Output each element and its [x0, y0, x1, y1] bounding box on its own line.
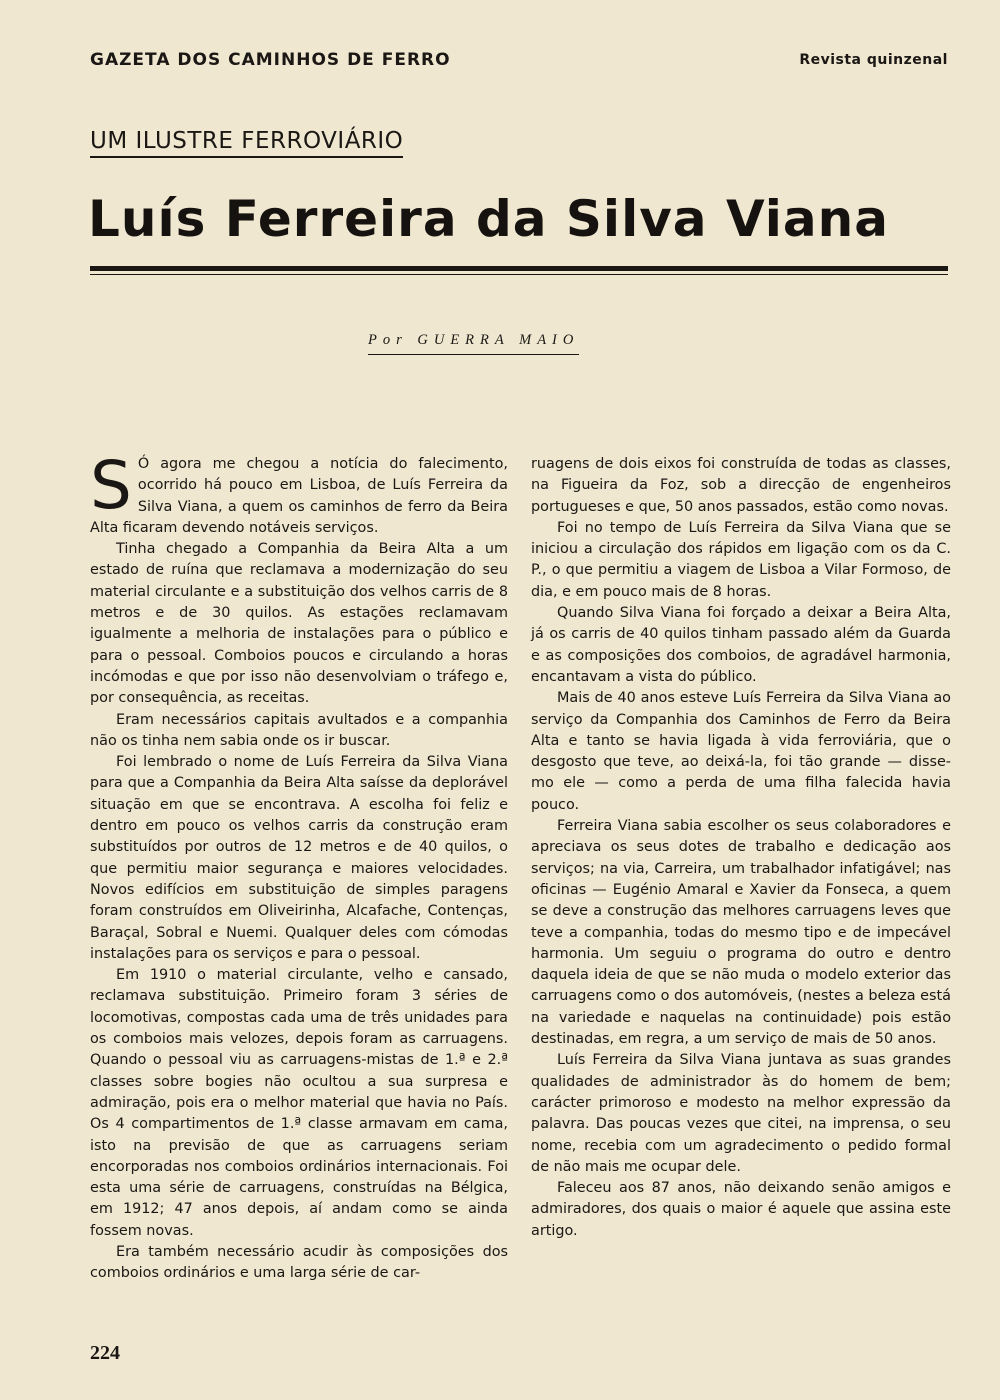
- paragraph: Em 1910 o material circulante, velho e cansado, reclamava substituição. Primeiro foram 3 séries de locomotivas, compostas cada uma de três unidades para os comboios mais velozes, depois foram as carruagens. Quando o pessoal viu as carruagens-mistas de 1.ª e 2.ª classes sobre bogies não ocultou a sua surpresa e admiração, pois era o melhor material que havia no País. Os 4 compartimentos de 1.ª classe armavam em cama, isto na previsão de que as carruagens seriam encorporadas nos comboios ordinários internacionais. Foi esta uma série de carruagens, construídas na Bélgica, em 1912; 47 anos depois, aí andam como se ainda fossem novas.: [90, 967, 508, 1239]
- paragraph: Foi lembrado o nome de Luís Ferreira da Silva Viana para que a Companhia da Beira Alta saísse da deplorável situação em que se encontrava. A escolha foi feliz e dentro em pouco os velhos carris da construção eram substituídos por outros de 12 metros e de 40 quilos, o que permitiu maior segurança e maiores velocidades. Novos edifícios em substituição de simples paragens foram construídos em Oliveirinha, Alcafache, Contenças, Baraçal, Sobral e Nuemi. Qualquer deles com cómodas instalações para os serviços e para o pessoal.: [90, 754, 508, 962]
- publication-frequency: Revista quinzenal: [799, 52, 948, 68]
- page-number: 224: [90, 1342, 120, 1364]
- paragraph: Ó agora me chegou a notícia do falecimento, ocorrido há pouco em Lisboa, de Luís Ferreira da Silva Viana, a quem os caminhos de ferro da Beira Alta ficaram devendo notáveis serviços.: [90, 456, 508, 536]
- paragraph: Mais de 40 anos esteve Luís Ferreira da Silva Viana ao serviço da Companhia dos Caminhos de Ferro da Beira Alta e tanto se havia ligada à vida ferroviária, que o desgosto que teve, ao deixá-la, foi tão grande — disse-mo ele — como a perda de uma filha falecida havia pouco.: [531, 690, 951, 813]
- paragraph: Era também necessário acudir às composições dos comboios ordinários e uma larga série de car-: [90, 1243, 508, 1282]
- title-rule-thin: [90, 274, 948, 275]
- publication-name: GAZETA DOS CAMINHOS DE FERRO: [90, 50, 451, 70]
- article-column-right: [531, 454, 951, 1242]
- paragraph: Foi no tempo de Luís Ferreira da Silva Viana que se iniciou a circulação dos rápidos em ligação com os da C. P., o que permitiu a viagem de Lisboa a Vilar Formoso, de dia, e em pouco mais de 8 horas.: [531, 519, 951, 600]
- drop-cap: S: [90, 447, 132, 524]
- article-kicker: UM ILUSTRE FERROVIÁRIO: [90, 128, 403, 158]
- running-head: [90, 50, 948, 74]
- paragraph: Tinha chegado a Companhia da Beira Alta a um estado de ruína que reclamava a modernização do seu material circulante e a substituição dos velhos carris de 8 metros e de 30 quilos. As estações reclamavam igualmente a melhoria de instalações para o público e para o pessoal. Comboios poucos e circulando a horas incómodas e que por isso não desenvolviam o tráfego e, por consequência, as receitas.: [90, 541, 508, 707]
- paragraph: Ferreira Viana sabia escolher os seus colaboradores e apreciava os seus dotes de trabalho e dedicação aos serviços; na via, Carreira, um trabalhador infatigável; nas oficinas — Eugénio Amaral e Xavier da Fonseca, a quem se deve a construção das melhores carruagens leves que teve a companhia, todas do mesmo tipo e de impecável harmonia. Um seguiu o programa do outro e dentro daquela ideia de que se não muda o modelo exterior das carruagens como o dos automóveis, (nestes a beleza está na variedade e naquelas na continuidade) pois estão destinadas, em regra, a um serviço de mais de 50 anos.: [531, 818, 951, 1048]
- title-rule-thick: [90, 266, 948, 271]
- paragraph: Quando Silva Viana foi forçado a deixar a Beira Alta, já os carris de 40 quilos tinham passado além da Guarda e as composições dos comboios, de agradável harmonia, encantavam a vista do público.: [531, 605, 951, 685]
- paragraph: Luís Ferreira da Silva Viana juntava as suas grandes qualidades de administrador às do homem de bem; carácter primoroso e modesto na melhor expressão da palavra. Das poucas vezes que citei, na imprensa, o seu nome, recebia com um agradecimento o pedido formal de não mais me ocupar dele.: [531, 1052, 951, 1175]
- paragraph: Eram necessários capitais avultados e a companhia não os tinha nem sabia onde os ir buscar.: [90, 711, 508, 749]
- article-title: Luís Ferreira da Silva Viana: [88, 190, 889, 248]
- paragraph: ruagens de dois eixos foi construída de todas as classes, na Figueira da Foz, sob a direcção de engenheiros portugueses e que, 50 anos passados, estão como novas.: [531, 456, 951, 515]
- article-column-left: [90, 447, 508, 1285]
- article-byline: Por GUERRA MAIO: [368, 332, 579, 355]
- paragraph: Faleceu aos 87 anos, não deixando senão amigos e admiradores, dos quais o maior é aquele que assina este artigo.: [531, 1180, 951, 1239]
